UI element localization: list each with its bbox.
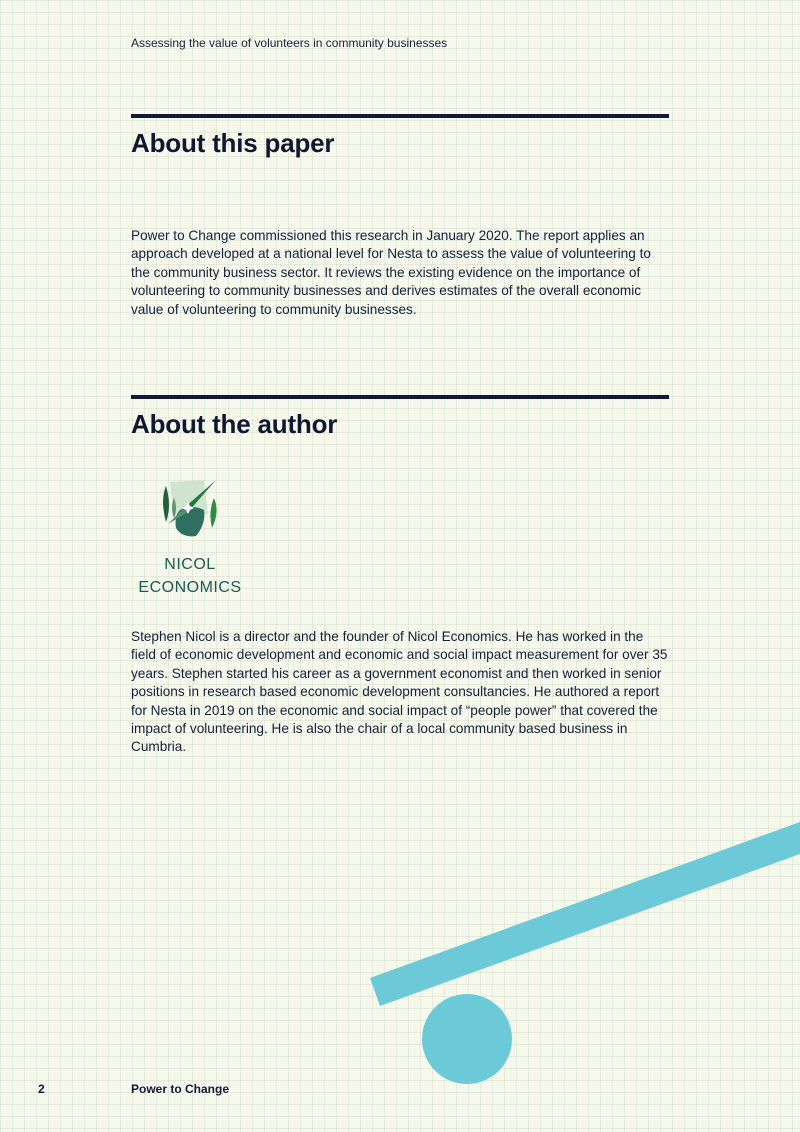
about-paper-body: Power to Change commissioned this research in January 2020. The report applies an approach developed at a national level for Nesta to assess the value of volunteering to the community business sector. It reviews the existing evidence on the importance of volunteering to community businesses and derives estimates of the overall economic value of volunteering to community businesses.	[131, 228, 651, 317]
about-paper-heading: About this paper	[131, 128, 335, 158]
about-author-heading: About the author	[131, 409, 338, 439]
running-header: Assessing the value of volunteers in community businesses	[131, 36, 448, 50]
logo-text-line1: NICOL	[164, 556, 216, 573]
footer-organisation: Power to Change	[131, 1082, 230, 1096]
decorative-bar	[370, 822, 800, 1006]
page-number: 2	[38, 1082, 45, 1096]
logo-text-line2: ECONOMICS	[138, 579, 242, 596]
about-author-body: Stephen Nicol is a director and the founder of Nicol Economics. He has worked in the field of economic development and economic and social impact measurement for over 35 years. Stephen started his career as a government economist and then worked in senior positions in research based economic development consultancies. He authored a report for Nesta in 2019 on the economic and social impact of “people power” that covered the impact of volunteering. He is also the chair of a local community based business in Cumbria.	[131, 629, 668, 755]
decorative-circle	[422, 994, 512, 1084]
